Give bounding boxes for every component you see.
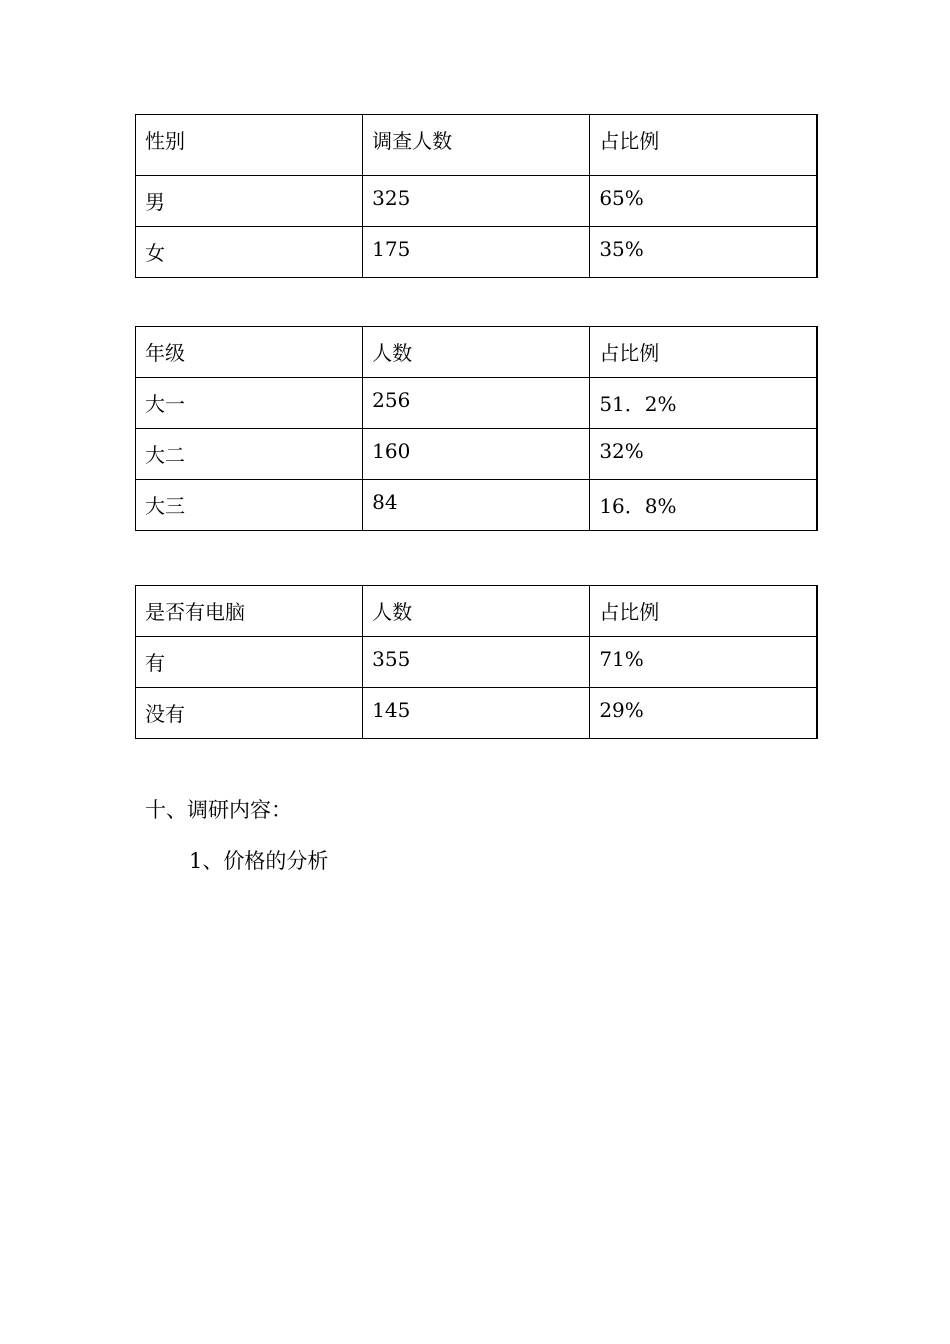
header-cell: 占比例: [590, 115, 817, 176]
table-cell: 有: [136, 637, 363, 688]
table-row: [136, 378, 818, 429]
header-cell: 是否有电脑: [136, 586, 363, 637]
header-cell: 人数: [363, 586, 590, 637]
table-row: [136, 480, 818, 531]
section-heading: 十、调研内容：: [145, 798, 292, 822]
table-row: [136, 176, 818, 227]
table-header-row: [136, 586, 818, 637]
grade-table: [135, 326, 818, 531]
table-cell: 355: [363, 637, 590, 688]
table-row: [136, 688, 818, 739]
table-cell: 35%: [590, 227, 817, 278]
table-cell: 16．8%: [590, 480, 817, 531]
table-cell: 175: [363, 227, 590, 278]
table-row: [136, 637, 818, 688]
table-header-row: [136, 115, 818, 176]
sub-heading: 1、价格的分析: [189, 849, 329, 873]
header-cell: 性别: [136, 115, 363, 176]
table-header-row: [136, 327, 818, 378]
table-cell: 大二: [136, 429, 363, 480]
header-cell: 年级: [136, 327, 363, 378]
table-cell: 256: [363, 378, 590, 429]
header-cell: 人数: [363, 327, 590, 378]
table-cell: 大三: [136, 480, 363, 531]
table-cell: 女: [136, 227, 363, 278]
table-cell: 32%: [590, 429, 817, 480]
table-cell: 84: [363, 480, 590, 531]
header-cell: 调查人数: [363, 115, 590, 176]
header-cell: 占比例: [590, 327, 817, 378]
table-cell: 65%: [590, 176, 817, 227]
table-cell: 51．2%: [590, 378, 817, 429]
table-cell: 大一: [136, 378, 363, 429]
table-cell: 71%: [590, 637, 817, 688]
table-cell: 29%: [590, 688, 817, 739]
table-cell: 325: [363, 176, 590, 227]
table-cell: 145: [363, 688, 590, 739]
computer-ownership-table: [135, 585, 818, 739]
table-row: [136, 227, 818, 278]
table-cell: 160: [363, 429, 590, 480]
gender-table: [135, 114, 818, 278]
header-cell: 占比例: [590, 586, 817, 637]
table-cell: 男: [136, 176, 363, 227]
table-cell: 没有: [136, 688, 363, 739]
table-row: [136, 429, 818, 480]
